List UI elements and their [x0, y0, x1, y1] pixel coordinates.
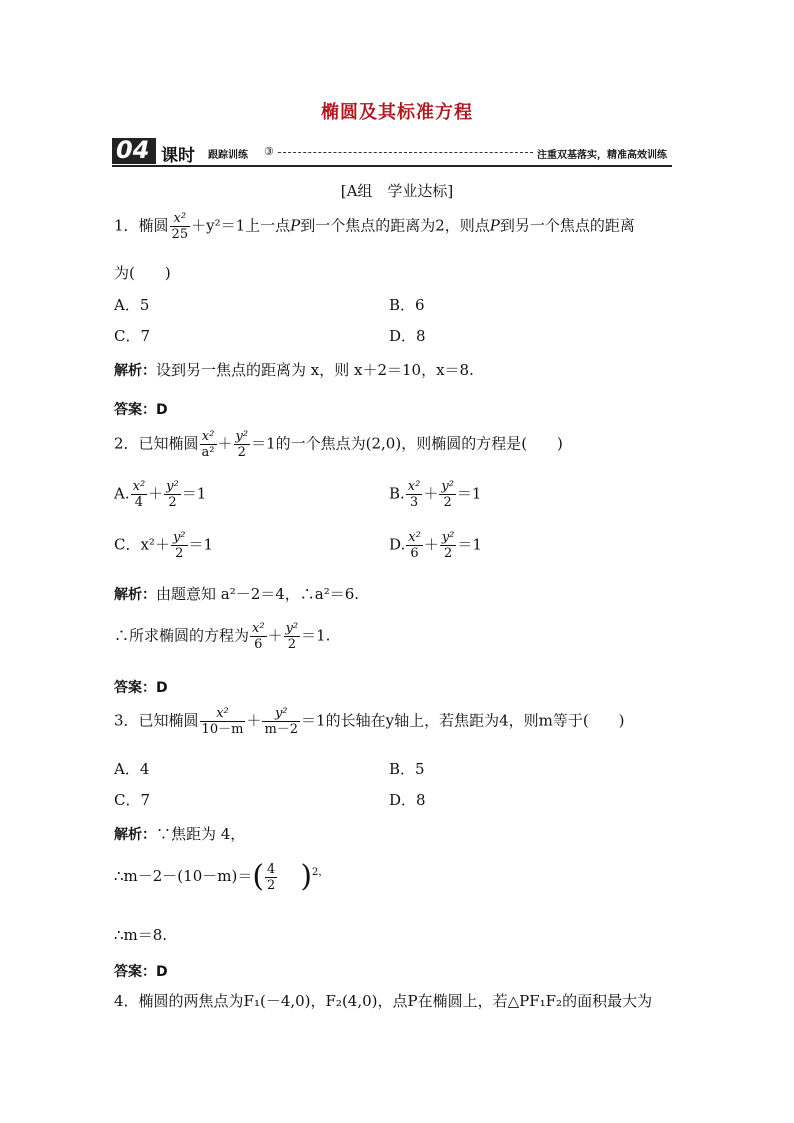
- section-label: [A组 学业达标]: [340, 182, 454, 200]
- q3-option-c: C．7: [114, 791, 151, 809]
- q1-analysis: 解析：设到另一焦点的距离为 x，则 x＋2＝10，x＝8.: [114, 361, 474, 379]
- q2-optA-frac1: $\frac{\text{x²}}{4}$: [132, 479, 146, 510]
- q2-optD-frac2: $\frac{\text{y²}}{2}$: [441, 530, 455, 561]
- q2-option-a: A. $\frac{\text{x²}}{4}$ ＋ $\frac{\text{y²}}{2}$ ＝1: [114, 479, 207, 510]
- q1-option-c: C．7: [114, 327, 151, 345]
- q2-conc-frac1: $\frac{\text{x²}}{6}$: [252, 621, 265, 652]
- q3-option-b: B．5: [389, 760, 425, 778]
- q1-option-a: A．5: [114, 296, 150, 314]
- lesson-keshi: 课时: [161, 146, 195, 166]
- q3-answer: 答案：D: [114, 964, 168, 980]
- q2-optD-frac1: $\frac{\text{x²}}{6}$: [408, 530, 421, 561]
- q3-step1: ∴m－2－(10－m)＝( $\frac{4}{2}$ )$^{2,}$: [114, 859, 329, 894]
- q1-number: 1．椭圆: [114, 216, 169, 235]
- q2-conclusion: ∴所求椭圆的方程为 $\frac{\text{x²}}{6}$ ＋ $\frac{\text{y²}}{2}$ ＝1.: [114, 621, 331, 652]
- q2-option-d: D. $\frac{\text{x²}}{6}$ ＋ $\frac{\text{y²}}{2}$ ＝1: [389, 530, 482, 561]
- q3-step2: ∴m＝8.: [114, 926, 168, 944]
- q3-option-a: A．4: [114, 760, 150, 778]
- banner-dashed-line: [278, 152, 533, 153]
- lesson-gengzong: 跟踪训练: [208, 150, 248, 161]
- q2-optB-frac2: $\frac{\text{y²}}{2}$: [441, 479, 454, 510]
- q1-option-d: D．8: [389, 327, 426, 345]
- question-1: 1．椭圆 $\frac{\text{x²}}{25}$ ＋y²＝1上一点P到一个焦点的距离为2，则点P到另一个焦点的距离: [114, 211, 635, 242]
- q3-frac-a: $\frac{\text{x²}}{10-m}$: [201, 706, 244, 737]
- q2-option-b: B. $\frac{\text{x²}}{3}$ ＋ $\frac{\text{y²}}{2}$ ＝1: [389, 479, 482, 510]
- page-title: 椭圆及其标准方程: [321, 102, 473, 123]
- q2-optB-frac1: $\frac{\text{x²}}{3}$: [407, 479, 421, 510]
- q3-analysis: 解析：∵焦距为 4，: [114, 825, 246, 843]
- question-4: 4．椭圆的两焦点为F₁(－4,0)，F₂(4,0)，点P在椭圆上，若△PF₁F₂的面积最大为: [114, 992, 653, 1010]
- q1-answer: 答案：D: [114, 402, 168, 418]
- q1-option-b: B．6: [389, 296, 425, 314]
- q2-conc-frac2: $\frac{\text{y²}}{2}$: [285, 621, 299, 652]
- question-2: 2．已知椭圆 $\frac{\text{x²}}{\text{a²}}$ ＋ $\frac{\text{y²}}{2}$ ＝1的一个焦点为(2,0)，则椭圆的方程是( ): [114, 429, 563, 460]
- q2-optA-frac2: $\frac{\text{y²}}{2}$: [166, 479, 179, 510]
- lesson-banner: [112, 136, 672, 168]
- q3-option-d: D．8: [389, 791, 426, 809]
- q3-step1-frac: $\frac{4}{2}$: [267, 861, 276, 893]
- q2-frac-b: $\frac{\text{y²}}{2}$: [235, 429, 249, 460]
- q2-optC-frac: $\frac{\text{y²}}{2}$: [172, 530, 186, 561]
- banner-rule: [112, 165, 672, 167]
- banner-slogan: 注重双基落实，精准高效训练: [537, 150, 667, 161]
- q2-analysis: 解析：由题意知 a²－2＝4，∴a²＝6.: [114, 585, 360, 603]
- q1-line2: 为( ): [114, 264, 171, 282]
- question-3: 3．已知椭圆 $\frac{\text{x²}}{10-m}$ ＋ $\frac{\text{y²}}{m-2}$ ＝1的长轴在y轴上，若焦距为4，则m等于( ): [114, 706, 625, 737]
- lesson-number: 04: [116, 136, 150, 164]
- q2-answer: 答案：D: [114, 680, 168, 696]
- arrow-circle-icon: ③: [264, 145, 274, 158]
- q2-frac-a: $\frac{\text{x²}}{\text{a²}}$: [201, 429, 215, 460]
- q2-option-c: C．x²＋ $\frac{\text{y²}}{2}$ ＝1: [114, 530, 214, 561]
- q3-frac-b: $\frac{\text{y²}}{m-2}$: [264, 706, 299, 737]
- q1-fraction: $\frac{\text{x²}}{25}$: [171, 211, 189, 242]
